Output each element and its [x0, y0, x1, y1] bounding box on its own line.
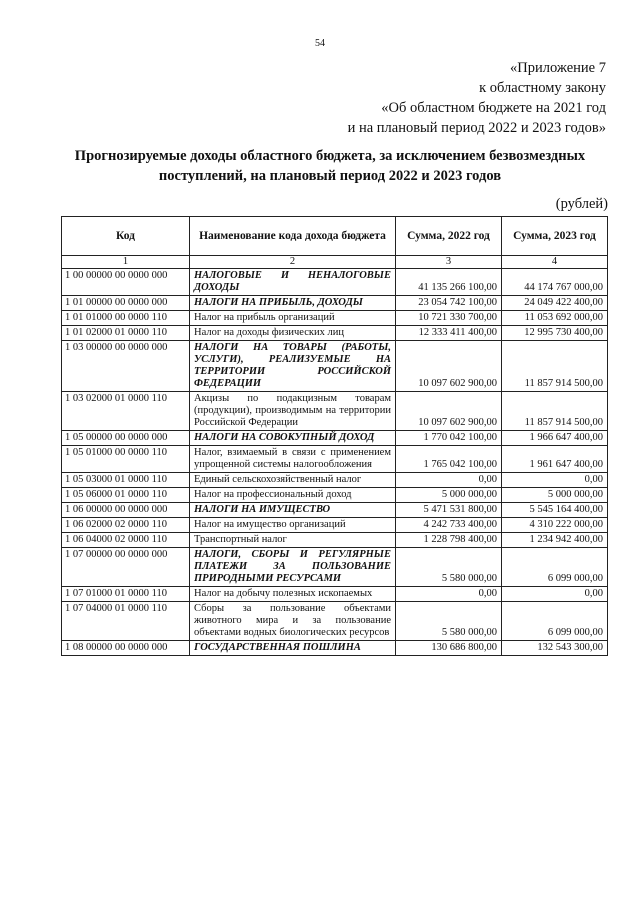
- row-name: Транспортный налог: [190, 533, 396, 548]
- table-row: [62, 296, 608, 311]
- header-code: Код: [62, 217, 190, 256]
- row-name: НАЛОГИ НА ПРИБЫЛЬ, ДОХОДЫ: [190, 296, 396, 311]
- table-row: [62, 392, 608, 431]
- row-sum-2022: 5 471 531 800,00: [396, 503, 502, 518]
- row-code: 1 07 01000 01 0000 110: [62, 587, 190, 602]
- index-1: 1: [62, 256, 190, 269]
- row-code: 1 06 02000 02 0000 110: [62, 518, 190, 533]
- page-number: 54: [315, 38, 325, 49]
- row-code: 1 06 04000 02 0000 110: [62, 533, 190, 548]
- row-sum-2022: 23 054 742 100,00: [396, 296, 502, 311]
- table-row: [62, 518, 608, 533]
- row-sum-2022: 41 135 266 100,00: [396, 269, 502, 296]
- row-sum-2023: 12 995 730 400,00: [502, 326, 608, 341]
- row-sum-2023: 1 234 942 400,00: [502, 533, 608, 548]
- table-row: [62, 533, 608, 548]
- row-sum-2023: 0,00: [502, 473, 608, 488]
- row-name: НАЛОГИ, СБОРЫ И РЕГУЛЯРНЫЕ ПЛАТЕЖИ ЗА ПОЛЬЗОВАНИЕ ПРИРОДНЫМИ РЕСУРСАМИ: [190, 548, 396, 587]
- table-row: [62, 269, 608, 296]
- row-code: 1 05 06000 01 0000 110: [62, 488, 190, 503]
- row-name: Налог на профессиональный доход: [190, 488, 396, 503]
- table-row: [62, 488, 608, 503]
- appendix-line-2: к областному закону: [479, 80, 606, 96]
- table-row: [62, 473, 608, 488]
- row-sum-2022: 10 097 602 900,00: [396, 392, 502, 431]
- table-row: [62, 602, 608, 641]
- table-row: [62, 311, 608, 326]
- row-sum-2022: 1 770 042 100,00: [396, 431, 502, 446]
- row-name: Налог на добычу полезных ископаемых: [190, 587, 396, 602]
- row-code: 1 08 00000 00 0000 000: [62, 641, 190, 656]
- row-sum-2022: 0,00: [396, 587, 502, 602]
- document-title: Прогнозируемые доходы областного бюджета, за исключением безвозмездных поступлений, на плановый период 2022 и 2023 годов: [74, 148, 586, 184]
- row-sum-2023: 5 545 164 400,00: [502, 503, 608, 518]
- row-sum-2023: 4 310 222 000,00: [502, 518, 608, 533]
- row-sum-2023: 5 000 000,00: [502, 488, 608, 503]
- row-sum-2022: 5 580 000,00: [396, 602, 502, 641]
- row-name: Налог, взимаемый в связи с применением упрощенной системы налогообложения: [190, 446, 396, 473]
- row-sum-2022: 130 686 800,00: [396, 641, 502, 656]
- table-row: [62, 548, 608, 587]
- row-sum-2023: 24 049 422 400,00: [502, 296, 608, 311]
- table-row: [62, 503, 608, 518]
- table-row: [62, 341, 608, 392]
- index-2: 2: [190, 256, 396, 269]
- row-code: 1 07 00000 00 0000 000: [62, 548, 190, 587]
- header-name: Наименование кода дохода бюджета: [190, 217, 396, 256]
- row-name: НАЛОГИ НА ТОВАРЫ (РАБОТЫ, УСЛУГИ), РЕАЛИЗУЕМЫЕ НА ТЕРРИТОРИИ РОССИЙСКОЙ ФЕДЕРАЦИИ: [190, 341, 396, 392]
- row-sum-2022: 0,00: [396, 473, 502, 488]
- row-code: 1 03 02000 01 0000 110: [62, 392, 190, 431]
- row-sum-2022: 10 721 330 700,00: [396, 311, 502, 326]
- row-sum-2022: 1 228 798 400,00: [396, 533, 502, 548]
- row-name: Акцизы по подакцизным товарам (продукции), производимым на территории Российской Федерации: [190, 392, 396, 431]
- table-row: [62, 587, 608, 602]
- row-sum-2023: 6 099 000,00: [502, 602, 608, 641]
- header-row: [62, 217, 608, 256]
- row-sum-2023: 11 857 914 500,00: [502, 341, 608, 392]
- row-sum-2022: 10 097 602 900,00: [396, 341, 502, 392]
- row-sum-2023: 44 174 767 000,00: [502, 269, 608, 296]
- row-code: 1 05 01000 00 0000 110: [62, 446, 190, 473]
- index-row: [62, 256, 608, 269]
- row-sum-2023: 0,00: [502, 587, 608, 602]
- table-row: [62, 431, 608, 446]
- appendix-line-4: и на плановый период 2022 и 2023 годов»: [347, 120, 606, 136]
- row-sum-2023: 1 961 647 400,00: [502, 446, 608, 473]
- row-name: Сборы за пользование объектами животного мира и за пользование объектами водных биологических ресурсов: [190, 602, 396, 641]
- row-name: Налог на имущество организаций: [190, 518, 396, 533]
- revenue-table: [61, 216, 608, 656]
- row-sum-2022: 5 000 000,00: [396, 488, 502, 503]
- row-name: НАЛОГИ НА СОВОКУПНЫЙ ДОХОД: [190, 431, 396, 446]
- row-code: 1 06 00000 00 0000 000: [62, 503, 190, 518]
- row-sum-2022: 1 765 042 100,00: [396, 446, 502, 473]
- row-code: 1 00 00000 00 0000 000: [62, 269, 190, 296]
- row-code: 1 01 00000 00 0000 000: [62, 296, 190, 311]
- row-name: НАЛОГОВЫЕ И НЕНАЛОГОВЫЕ ДОХОДЫ: [190, 269, 396, 296]
- units-label: (рублей): [555, 196, 608, 212]
- table-row: [62, 326, 608, 341]
- row-code: 1 05 03000 01 0000 110: [62, 473, 190, 488]
- header-sum-2022: Сумма, 2022 год: [396, 217, 502, 256]
- row-sum-2023: 132 543 300,00: [502, 641, 608, 656]
- row-code: 1 05 00000 00 0000 000: [62, 431, 190, 446]
- row-code: 1 07 04000 01 0000 110: [62, 602, 190, 641]
- row-sum-2022: 4 242 733 400,00: [396, 518, 502, 533]
- row-code: 1 01 02000 01 0000 110: [62, 326, 190, 341]
- row-name: Налог на доходы физических лиц: [190, 326, 396, 341]
- row-code: 1 01 01000 00 0000 110: [62, 311, 190, 326]
- index-3: 3: [396, 256, 502, 269]
- index-4: 4: [502, 256, 608, 269]
- row-code: 1 03 00000 00 0000 000: [62, 341, 190, 392]
- table-row: [62, 446, 608, 473]
- row-sum-2023: 6 099 000,00: [502, 548, 608, 587]
- row-sum-2023: 11 053 692 000,00: [502, 311, 608, 326]
- row-name: ГОСУДАРСТВЕННАЯ ПОШЛИНА: [190, 641, 396, 656]
- row-name: Единый сельскохозяйственный налог: [190, 473, 396, 488]
- appendix-line-1: «Приложение 7: [510, 60, 606, 76]
- row-name: НАЛОГИ НА ИМУЩЕСТВО: [190, 503, 396, 518]
- row-name: Налог на прибыль организаций: [190, 311, 396, 326]
- appendix-line-3: «Об областном бюджете на 2021 год: [381, 100, 606, 116]
- row-sum-2023: 1 966 647 400,00: [502, 431, 608, 446]
- appendix-header: [348, 58, 606, 138]
- row-sum-2022: 12 333 411 400,00: [396, 326, 502, 341]
- row-sum-2022: 5 580 000,00: [396, 548, 502, 587]
- table-row: [62, 641, 608, 656]
- header-sum-2023: Сумма, 2023 год: [502, 217, 608, 256]
- row-sum-2023: 11 857 914 500,00: [502, 392, 608, 431]
